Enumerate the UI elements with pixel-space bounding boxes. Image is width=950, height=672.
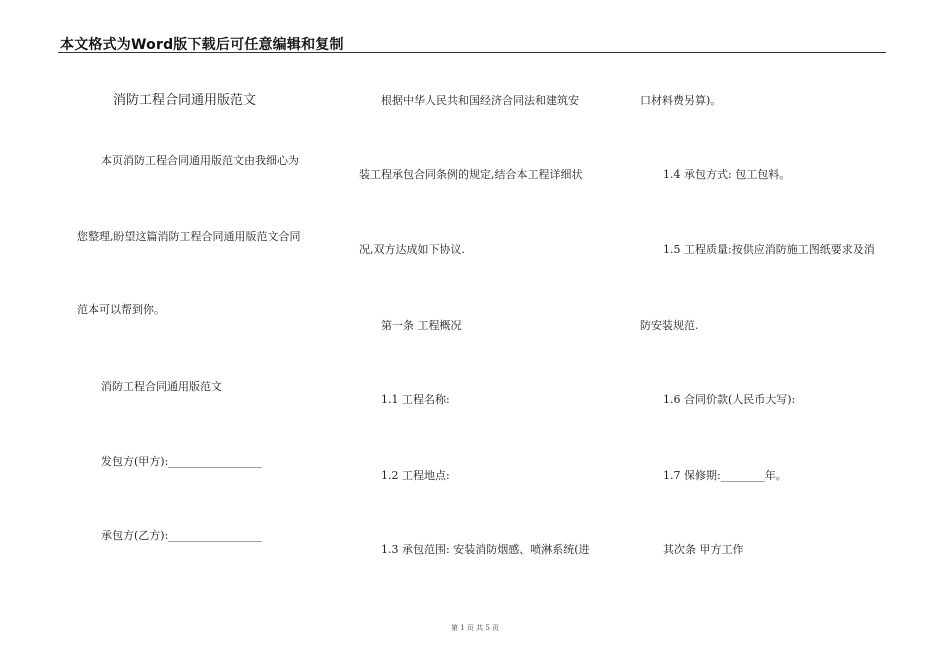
header-title: 本文格式为Word版下载后可任意编辑和复制 <box>60 37 344 53</box>
party-b-line: 承包方(乙方):_________________ <box>101 529 262 542</box>
item-1-5-continued: 防安装规范. <box>640 319 699 332</box>
document-title: 消防工程合同通用版范文 <box>113 93 257 108</box>
item-1-4: 1.4 承包方式: 包工包料。 <box>663 168 791 181</box>
item-1-7: 1.7 保修期:________年。 <box>663 469 787 482</box>
header-divider <box>58 52 886 53</box>
intro-line-3: 范本可以帮到你。 <box>77 303 165 316</box>
intro-line-2: 您整理,盼望这篇消防工程合同通用版范文合同 <box>77 230 301 243</box>
para-line-3: 况,双方达成如下协议. <box>359 243 465 256</box>
item-1-6: 1.6 合同价款(人民币大写): <box>663 393 796 406</box>
item-1-3: 1.3 承包范围: 安装消防烟感、喷淋系统(进 <box>381 543 590 556</box>
page-number: 第 1 页 共 5 页 <box>450 624 500 632</box>
section-heading: 消防工程合同通用版范文 <box>101 380 222 393</box>
article-2-heading: 其次条 甲方工作 <box>663 543 744 556</box>
para-line-1: 根据中华人民共和国经济合同法和建筑安 <box>381 94 579 107</box>
item-1-5: 1.5 工程质量:按供应消防施工图纸要求及消 <box>663 243 875 256</box>
item-1-3-continued: 口材料费另算)。 <box>640 94 722 107</box>
para-line-2: 装工程承包合同条例的规定,结合本工程详细状 <box>359 168 583 181</box>
party-a-line: 发包方(甲方):_________________ <box>101 455 262 468</box>
item-1-2: 1.2 工程地点: <box>381 469 450 482</box>
article-1-heading: 第一条 工程概况 <box>381 319 462 332</box>
intro-line-1: 本页消防工程合同通用版范文由我细心为 <box>101 154 299 167</box>
item-1-1: 1.1 工程名称: <box>381 393 450 406</box>
